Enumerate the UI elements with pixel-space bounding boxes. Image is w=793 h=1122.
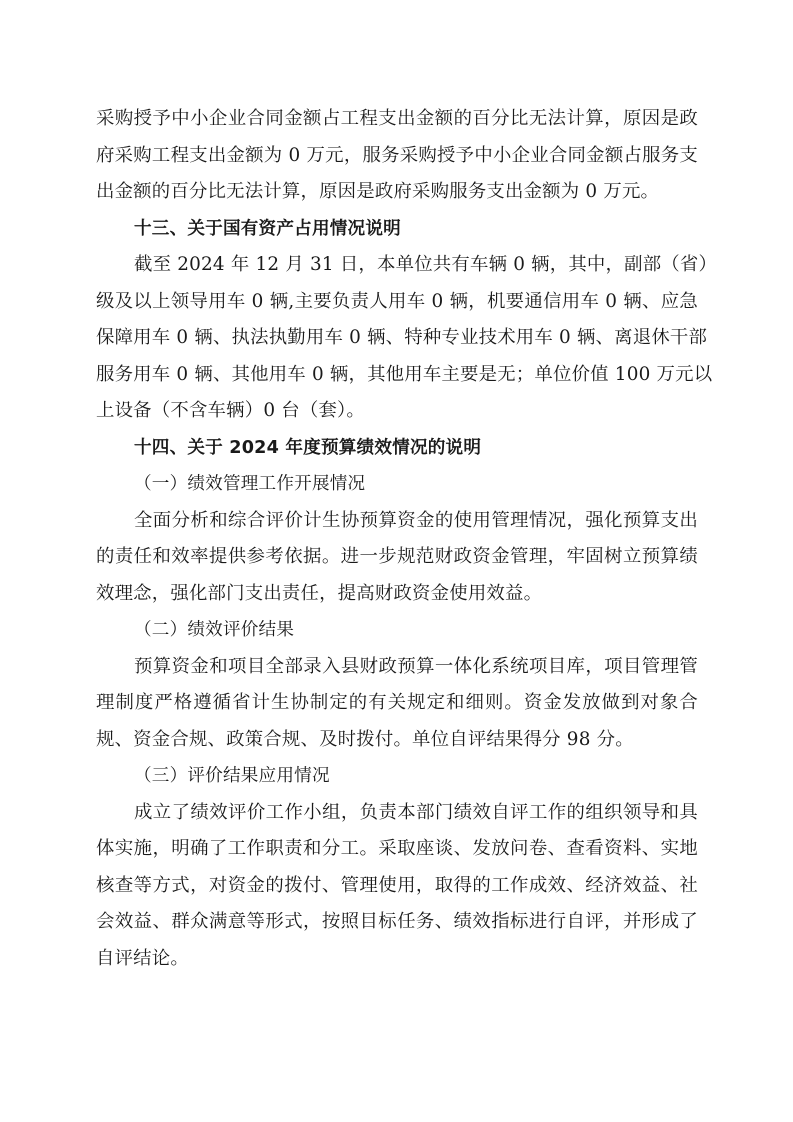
text-line: 出金额的百分比无法计算，原因是政府采购服务支出金额为 0 万元。 bbox=[96, 181, 660, 202]
section-14-sub1-heading: （一）绩效管理工作开展情况 bbox=[134, 474, 366, 494]
text-line: 体实施，明确了工作职责和分工。采取座谈、发放问卷、查看资料、实地 bbox=[96, 838, 698, 859]
intro-paragraph bbox=[96, 101, 698, 211]
text-line: 成立了绩效评价工作小组，负责本部门绩效自评工作的组织领导和具 bbox=[134, 801, 698, 823]
text-line: 核查等方式，对资金的拨付、管理使用，取得的工作成效、经济效益、社 bbox=[96, 874, 698, 896]
section-14-heading: 十四、关于 2024 年度预算绩效情况的说明 bbox=[134, 437, 482, 458]
text-line: 上设备（不含车辆）0 台（套）。 bbox=[96, 400, 366, 421]
text-line: 的责任和效率提供参考依据。进一步规范财政资金管理，牢固树立预算绩 bbox=[96, 546, 698, 567]
section-13-heading: 十三、关于国有资产占用情况说明 bbox=[134, 218, 401, 239]
text-line: 全面分析和综合评价计生协预算资金的使用管理情况，强化预算支出 bbox=[134, 509, 698, 531]
section-14-sub3-paragraph bbox=[96, 795, 698, 978]
text-line: 截至 2024 年 12 月 31 日，本单位共有车辆 0 辆，其中，副部（省） bbox=[134, 254, 718, 275]
document-page bbox=[96, 101, 718, 977]
text-line: 规、资金合规、政策合规、及时拨付。单位自评结果得分 98 分。 bbox=[96, 728, 634, 750]
text-line: 府采购工程支出金额为 0 万元，服务采购授予中小企业合同金额占服务支 bbox=[96, 144, 698, 166]
text-line: 自评结论。 bbox=[96, 947, 189, 969]
section-13-paragraph bbox=[96, 247, 718, 430]
text-line: 保障用车 0 辆、执法执勤用车 0 辆、特种专业技术用车 0 辆、离退休干部 bbox=[96, 327, 708, 348]
text-line: 会效益、群众满意等形式，按照目标任务、绩效指标进行自评，并形成了 bbox=[96, 911, 698, 932]
section-14-sub2-heading: （二）绩效评价结果 bbox=[134, 620, 295, 640]
text-line: 理制度严格遵循省计生协制定的有关规定和细则。资金发放做到对象合 bbox=[96, 692, 698, 713]
section-14-sub3-heading: （三）评价结果应用情况 bbox=[134, 766, 330, 786]
text-line: 服务用车 0 辆、其他用车 0 辆，其他用车主要是无；单位价值 100 万元以 bbox=[96, 363, 713, 385]
text-line: 预算资金和项目全部录入县财政预算一体化系统项目库，项目管理管 bbox=[134, 655, 698, 677]
text-line: 采购授予中小企业合同金额占工程支出金额的百分比无法计算，原因是政 bbox=[96, 108, 698, 129]
text-line: 效理念，强化部门支出责任，提高财政资金使用效益。 bbox=[96, 582, 543, 604]
section-14-sub1-paragraph bbox=[96, 503, 698, 613]
text-line: 级及以上领导用车 0 辆,主要负责人用车 0 辆，机要通信用车 0 辆、应急 bbox=[96, 290, 698, 312]
section-14-sub2-paragraph bbox=[96, 649, 698, 759]
